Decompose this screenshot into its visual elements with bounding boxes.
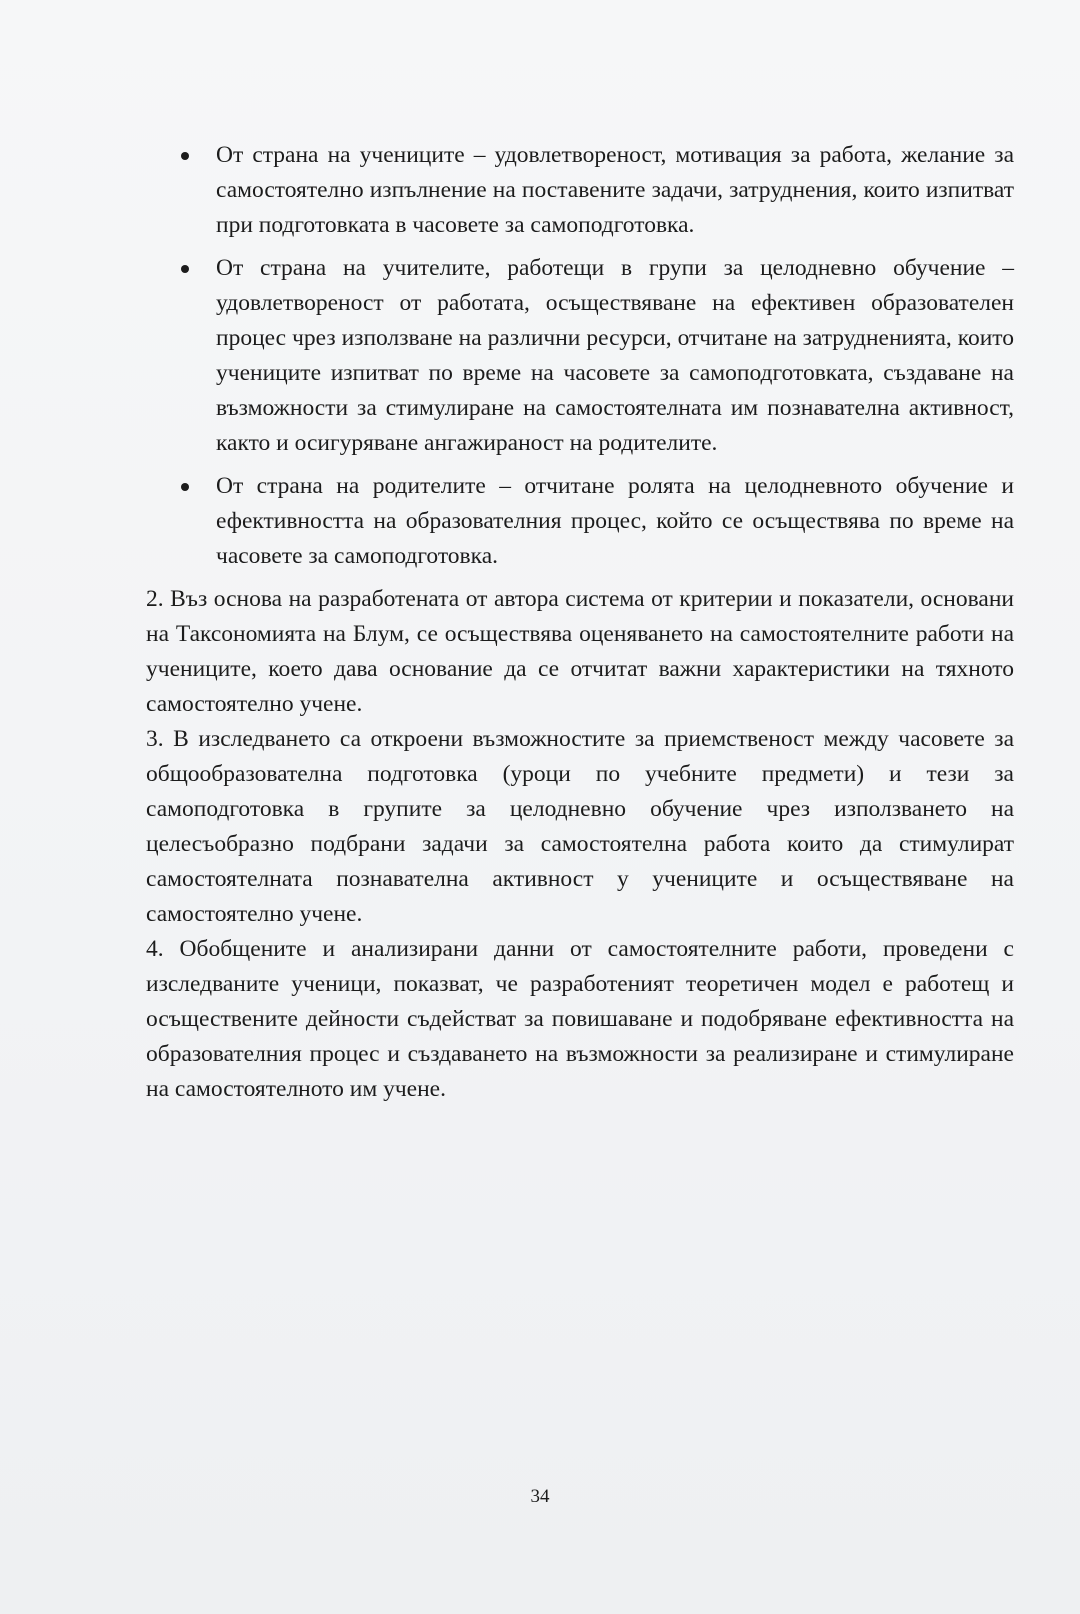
page-number: 34	[530, 1486, 550, 1507]
list-item	[146, 469, 1014, 574]
bullet-text: От страна на учениците – удовлетвореност, мотивация за работа, желание за самостоятелно изпълнение на поставените задачи, затруднения, които изпитват при подготовката в часовете за самоподготовка.	[216, 142, 1014, 238]
bullet-icon	[181, 265, 189, 273]
bullet-text: От страна на учителите, работещи в групи за целодневно обучение – удовлетвореност от работата, осъществяване на ефективен образователен процес чрез използване на различни ресурси, отчитане на затрудненията, които учениците изпитват по време на часовете за самоподготовката, създаване на възможности за стимулиране на самостоятелната им познавателна активност, както и осигуряване ангажираност на родителите.	[216, 255, 1014, 456]
list-item	[146, 251, 1014, 461]
bullet-icon	[181, 483, 189, 491]
bullet-list	[146, 138, 1014, 574]
paragraph-2: 2. Въз основа на разработената от автора система от критерии и показатели, основани на Таксономията на Блум, се осъществява оценяването на самостоятелните работи на учениците, което дава основание да се отчитат важни характеристики на тяхното самостоятелно учене.	[146, 586, 1014, 717]
list-item	[146, 138, 1014, 243]
paragraph-4: 4. Обобщените и анализирани данни от самостоятелните работи, проведени с изследваните ученици, показват, че разработеният теоретичен модел е работещ и осъществените дейности съдействат за повишаване и подобряване ефективността на образователния процес и създаването на възможности за реализиране и стимулиране на самостоятелното им учене.	[146, 936, 1014, 1102]
page-body	[146, 138, 1014, 1107]
paragraph-3: 3. В изследването са откроени възможностите за приемственост между часовете за общообразователна подготовка (уроци по учебните предмети) и тези за самоподготовка в групите за целодневно обучение чрез използването на целесъобразно подбрани задачи за самостоятелна работа които да стимулират самостоятелната познавателна активност у учениците и осъществяване на самостоятелно учене.	[146, 726, 1014, 927]
bullet-icon	[181, 152, 189, 160]
bullet-text: От страна на родителите – отчитане ролята на целодневното обучение и ефективността на образователния процес, който се осъществява по време на часовете за самоподготовка.	[216, 473, 1014, 569]
